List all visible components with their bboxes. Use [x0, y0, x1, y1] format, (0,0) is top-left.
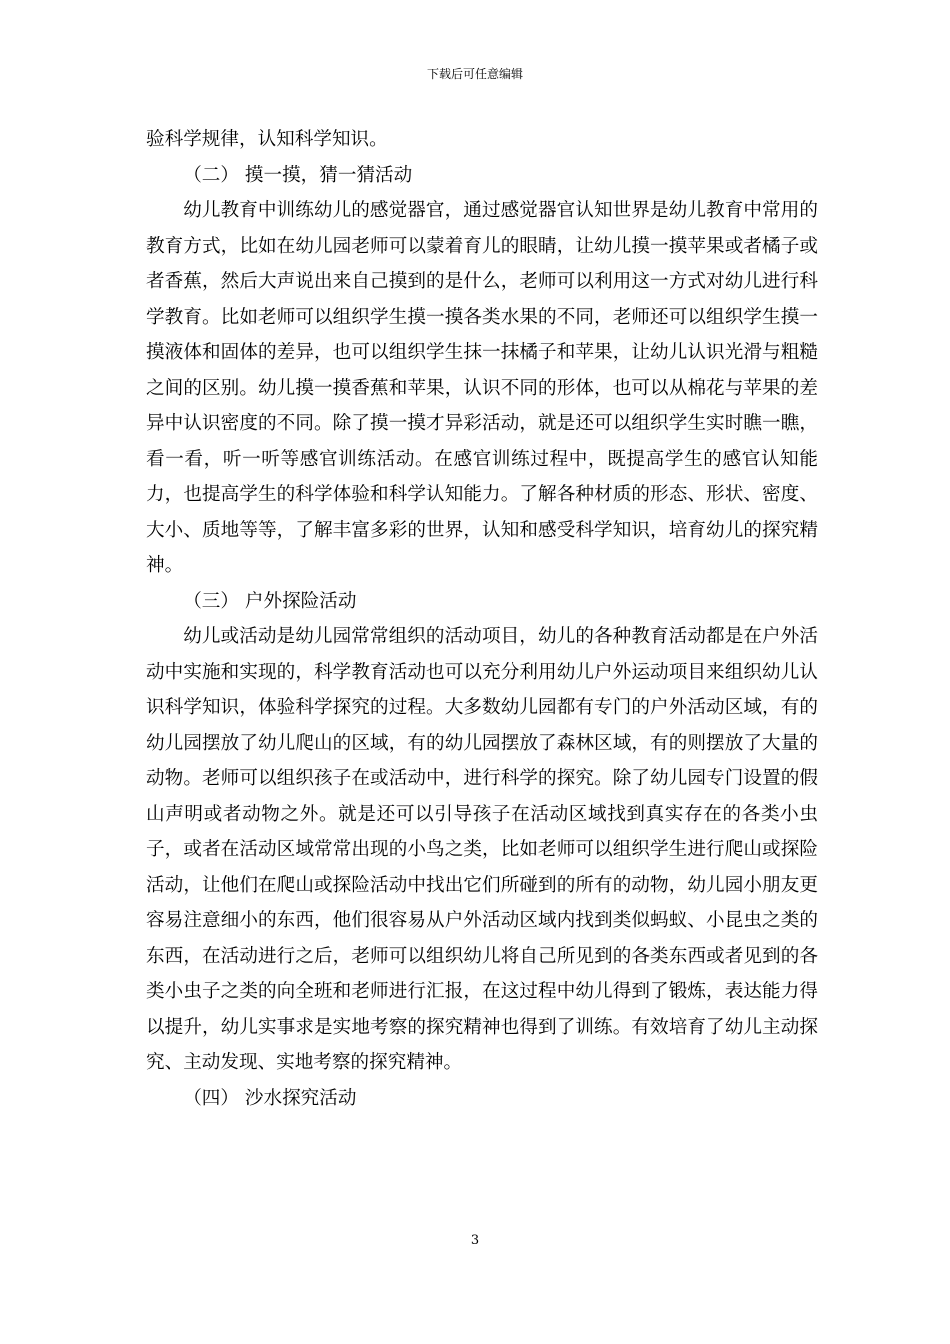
page-number: 3 — [470, 1233, 480, 1248]
section-heading-3: （三） 户外探险活动 — [183, 590, 357, 612]
document-body — [146, 122, 818, 1116]
paragraph-touch-guess: 幼儿教育中训练幼儿的感觉器官，通过感觉器官认知世界是幼儿教育中常用的教育方式，比如在幼儿园老师可以蒙着育儿的眼睛，让幼儿摸一摸苹果或者橘子或者香蕉，然后大声说出来自己摸到的是什么，老师可以利用这一方式对幼儿进行科学教育。比如老师可以组织学生摸一摸各类水果的不同，老师还可以组织学生摸一摸液体和固体的差异，也可以组织学生抹一抹橘子和苹果，让幼儿认识光滑与粗糙之间的区别。幼儿摸一摸香蕉和苹果，认识不同的形体，也可以从棉花与苹果的差异中认识密度的不同。除了摸一摸才异彩活动，就是还可以组织学生实时瞧一瞧，看一看，听一听等感官训练活动。在感官训练过程中，既提高学生的感官认知能力，也提高学生的科学体验和科学认知能力。了解各种材质的形态、形状、密度、大小、质地等等，了解丰富多彩的世界，认知和感受科学知识，培育幼儿的探究精神。 — [146, 200, 818, 576]
paragraph-outdoor-adventure: 幼儿或活动是幼儿园常常组织的活动项目，幼儿的各种教育活动都是在户外活动中实施和实现的，科学教育活动也可以充分利用幼儿户外运动项目来组织幼儿认识科学知识，体验科学探究的过程。大多数幼儿园都有专门的户外活动区域，有的幼儿园摆放了幼儿爬山的区域，有的幼儿园摆放了森林区域，有的则摆放了大量的动物。老师可以组织孩子在或活动中，进行科学的探究。除了幼儿园专门设置的假山声明或者动物之外。就是还可以引导孩子在活动区域找到真实存在的各类小虫子，或者在活动区域常常出现的小鸟之类，比如老师可以组织学生进行爬山或探险活动，让他们在爬山或探险活动中找出它们所碰到的所有的动物，幼儿园小朋友更容易注意细小的东西，他们很容易从户外活动区域内找到类似蚂蚁、小昆虫之类的东西，在活动进行之后，老师可以组织幼儿将自己所见到的各类东西或者见到的各类小虫子之类的向全班和老师进行汇报，在这过程中幼儿得到了锻炼，表达能力得以提升，幼儿实事求是实地考察的探究精神也得到了训练。有效培育了幼儿主动探究、主动发现、实地考察的探究精神。 — [146, 626, 818, 1073]
section-heading-4: （四） 沙水探究活动 — [183, 1087, 357, 1109]
section-heading-2: （二） 摸一摸，猜一猜活动 — [183, 164, 413, 186]
paragraph-continuation: 验科学规律，认知科学知识。 — [146, 129, 388, 150]
page-header: 下载后可任意编辑 — [426, 67, 523, 81]
